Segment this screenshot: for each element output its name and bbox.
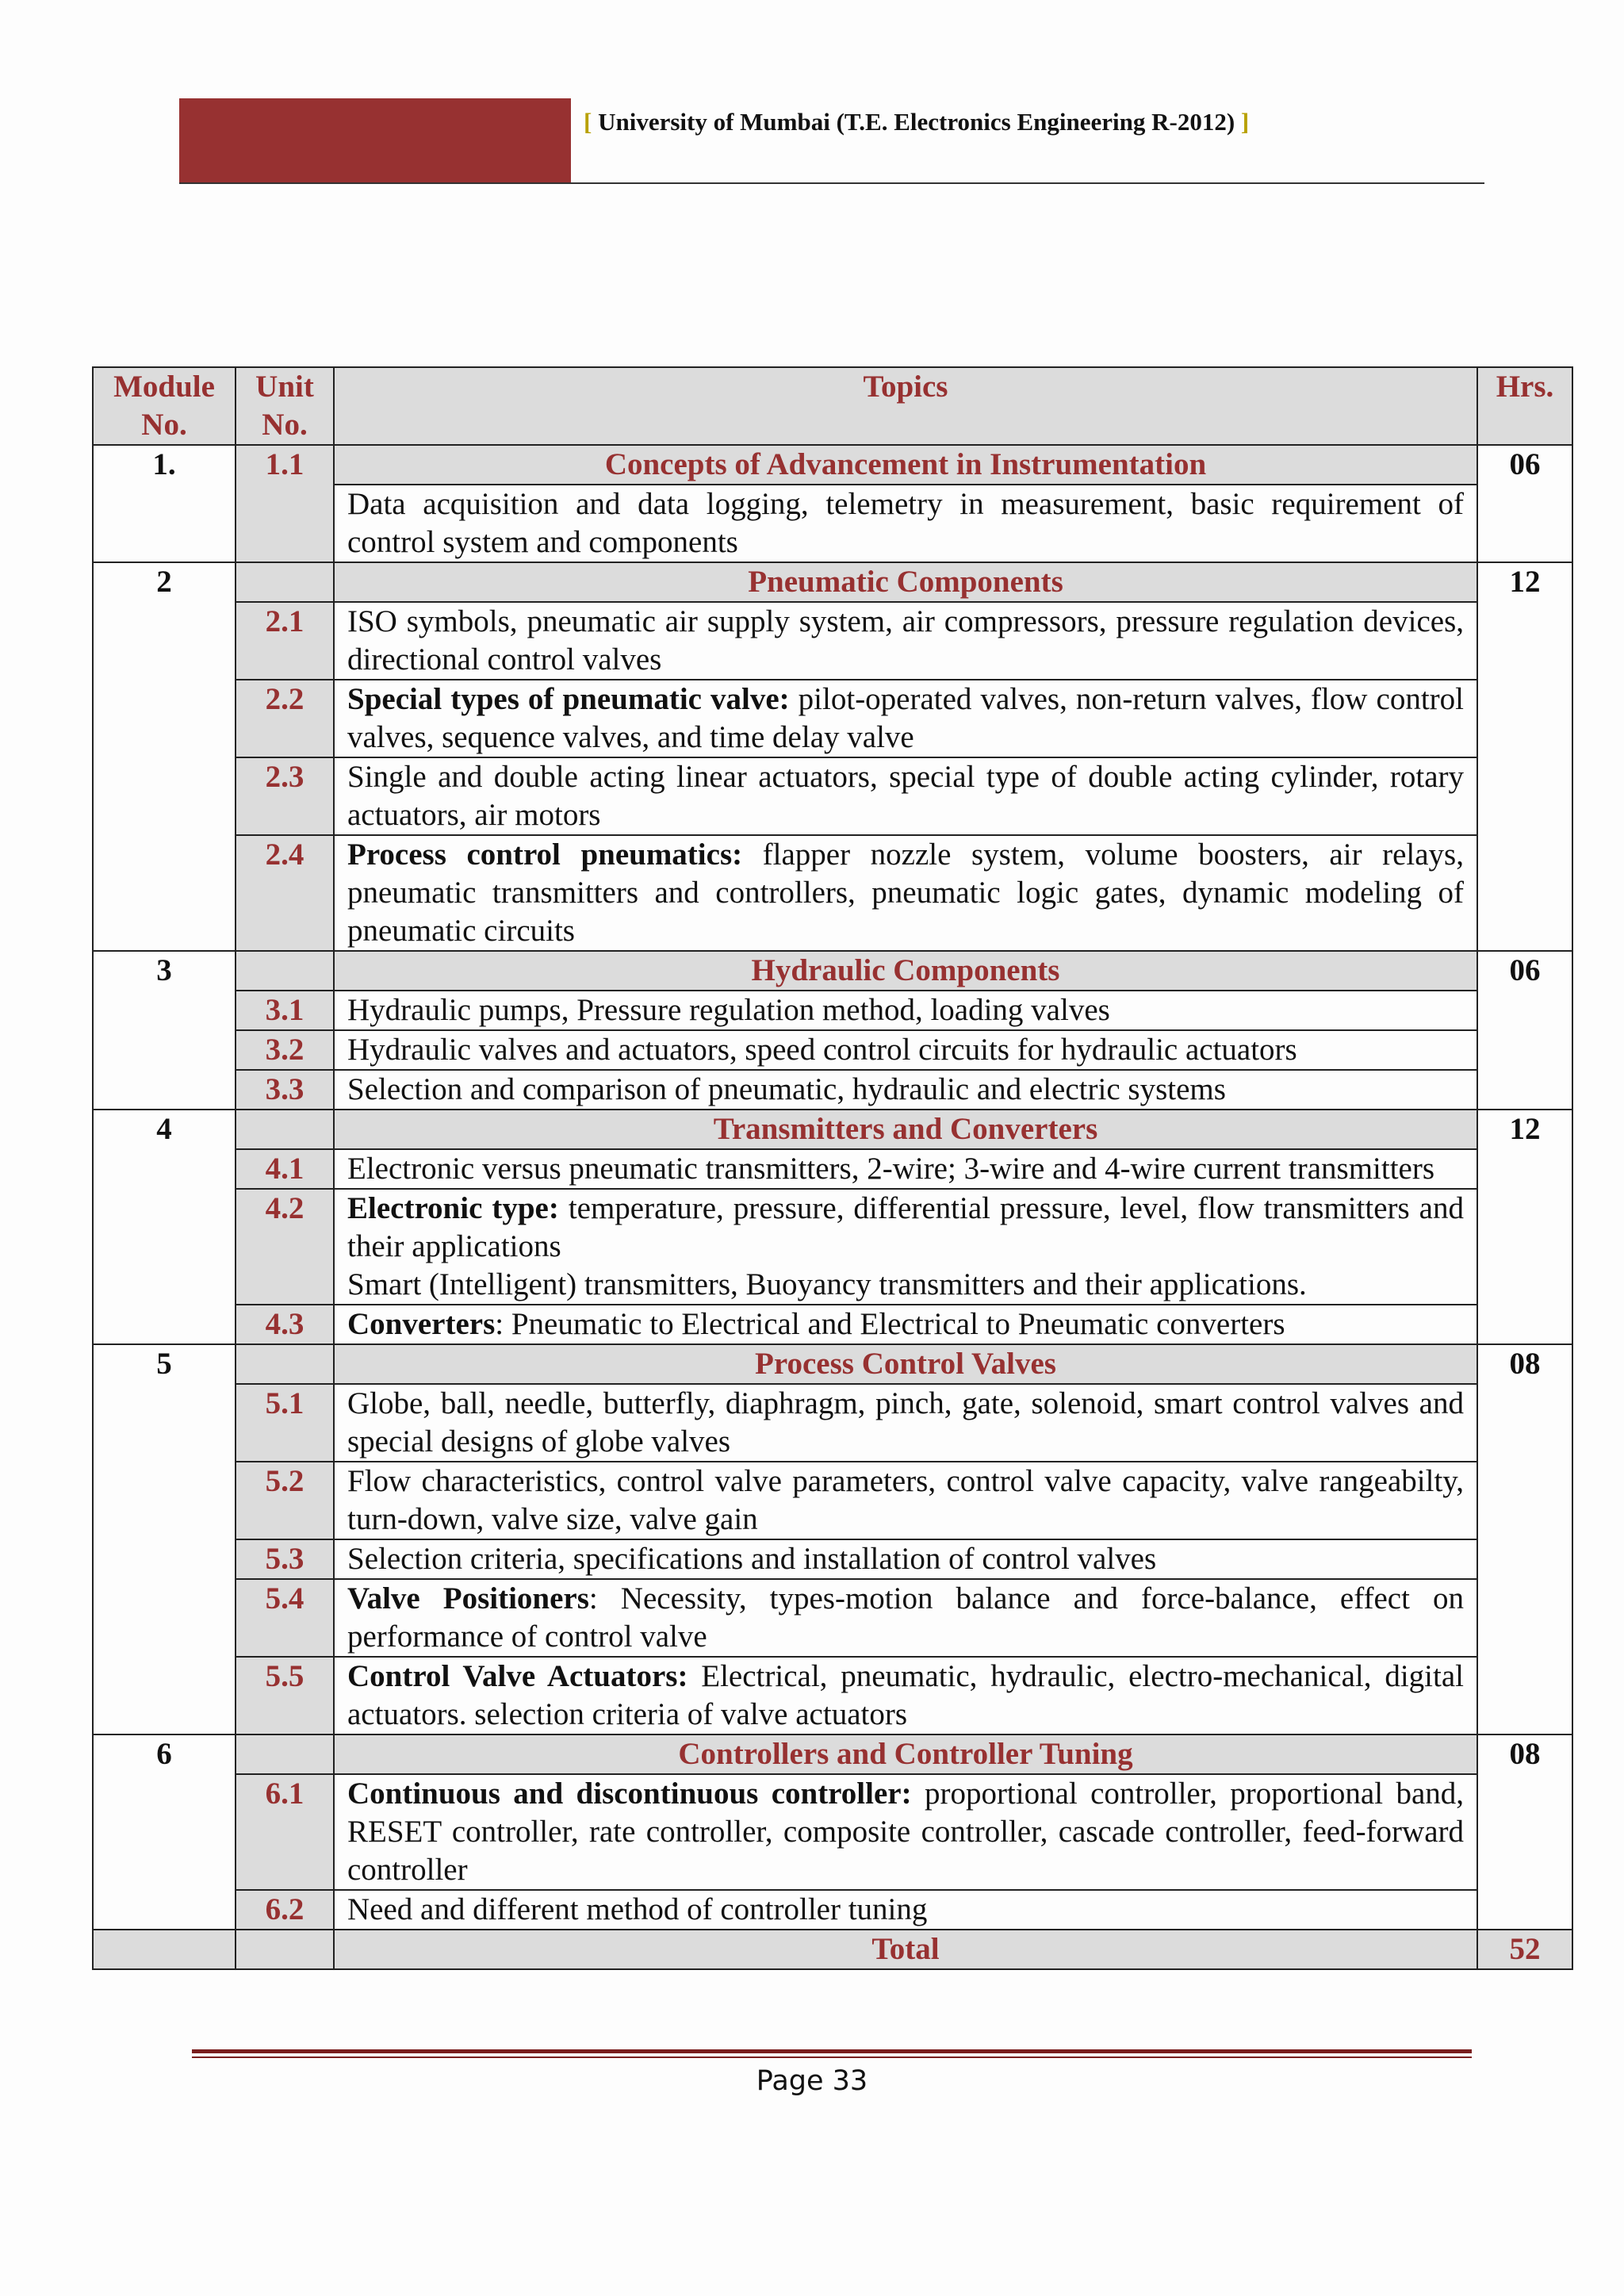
unit-description	[334, 1030, 1477, 1070]
unit-description	[334, 757, 1477, 835]
table-row	[93, 991, 1572, 1030]
total-hours: 52	[1477, 1930, 1572, 1969]
unit-number: 4.2	[236, 1189, 334, 1305]
table-row	[93, 680, 1572, 757]
footer-divider	[192, 2049, 1472, 2053]
table-body	[93, 445, 1572, 1969]
unit-extra: Smart (Intelligent) transmitters, Buoyancy transmitters and their applications.	[347, 1267, 1307, 1301]
unit-text: pilot-operated valves, non-return valves, flow control valves, sequence valves, and time delay valve	[347, 682, 1464, 754]
total-row	[93, 1930, 1572, 1969]
unit-number-empty	[236, 1344, 334, 1384]
total-label: Total	[334, 1930, 1477, 1969]
module-number: 5	[93, 1344, 236, 1734]
header-topics: Topics	[334, 367, 1477, 445]
table-row	[93, 1189, 1572, 1305]
unit-text: flapper nozzle system, volume boosters, air relays, pneumatic transmitters and controllers, pneumatic logic gates, dynamic modeling of pneumatic circuits	[347, 838, 1464, 948]
unit-number-empty	[236, 562, 334, 602]
table-row	[93, 1384, 1572, 1462]
module-hours: 12	[1477, 1110, 1572, 1344]
unit-text: Selection criteria, specifications and installation of control valves	[347, 1542, 1157, 1576]
header-module: Module No.	[93, 367, 236, 445]
module-title-row	[93, 1110, 1572, 1149]
unit-number: 5.5	[236, 1657, 334, 1734]
module-number: 6	[93, 1734, 236, 1930]
module-title: Controllers and Controller Tuning	[334, 1734, 1477, 1774]
unit-number: 5.4	[236, 1579, 334, 1657]
unit-text: proportional controller, proportional band, RESET controller, rate controller, composite controller, cascade controller, feed-forward controller	[347, 1777, 1465, 1887]
table-header-row	[93, 367, 1572, 445]
header-bracket-open: [	[584, 108, 592, 136]
unit-description	[334, 1070, 1477, 1110]
unit-description	[334, 1305, 1477, 1344]
module-title: Pneumatic Components	[334, 562, 1477, 602]
table-row	[93, 1579, 1572, 1657]
unit-lead: Process control pneumatics:	[347, 838, 743, 872]
module-title-row	[93, 951, 1572, 991]
unit-text: : Pneumatic to Electrical and Electrical to Pneumatic converters	[495, 1307, 1285, 1341]
unit-number: 4.1	[236, 1149, 334, 1189]
table-row	[93, 1305, 1572, 1344]
header-divider	[179, 182, 1484, 184]
table-row	[93, 1462, 1572, 1539]
unit-number: 3.2	[236, 1030, 334, 1070]
unit-number-empty	[236, 1734, 334, 1774]
unit-number: 2.2	[236, 680, 334, 757]
unit-description	[334, 1189, 1477, 1305]
total-empty-2	[236, 1930, 334, 1969]
unit-number: 3.3	[236, 1070, 334, 1110]
unit-number: 2.1	[236, 602, 334, 680]
unit-text: ISO symbols, pneumatic air supply system, air compressors, pressure regulation devices, directional control valves	[347, 604, 1464, 677]
header-unit: Unit No.	[236, 367, 334, 445]
module-hours: 08	[1477, 1344, 1572, 1734]
page-number: Page 33	[756, 2065, 868, 2097]
unit-number: 6.2	[236, 1890, 334, 1930]
unit-text: Single and double acting linear actuators, special type of double acting cylinder, rotary actuators, air motors	[347, 760, 1464, 832]
header-hrs: Hrs.	[1477, 367, 1572, 445]
table-row	[93, 1539, 1572, 1579]
module-number: 2	[93, 562, 236, 951]
unit-text: Globe, ball, needle, butterfly, diaphragm, pinch, gate, solenoid, smart control valves and special designs of globe valves	[347, 1386, 1464, 1458]
unit-description	[334, 1890, 1477, 1930]
module-hours: 08	[1477, 1734, 1572, 1930]
module-hours: 06	[1477, 445, 1572, 562]
unit-number: 5.3	[236, 1539, 334, 1579]
module-number: 4	[93, 1110, 236, 1344]
footer-divider-thin	[192, 2056, 1472, 2058]
module-title-row	[93, 1734, 1572, 1774]
header-title	[584, 108, 1249, 136]
unit-number: 2.4	[236, 835, 334, 951]
unit-lead: Converters	[347, 1307, 496, 1341]
unit-lead: Control Valve Actuators:	[347, 1659, 688, 1693]
unit-number: 3.1	[236, 991, 334, 1030]
unit-description	[334, 835, 1477, 951]
total-empty-1	[93, 1930, 236, 1969]
header-color-block	[179, 98, 571, 184]
unit-description	[334, 602, 1477, 680]
unit-lead: Continuous and discontinuous controller:	[347, 1777, 912, 1811]
unit-number-empty	[236, 951, 334, 991]
unit-number-empty	[236, 1110, 334, 1149]
unit-description	[334, 1657, 1477, 1734]
unit-text: Need and different method of controller tuning	[347, 1892, 928, 1926]
module-number: 1.	[93, 445, 236, 562]
module-number: 3	[93, 951, 236, 1110]
unit-description	[334, 1539, 1477, 1579]
unit-number: 6.1	[236, 1774, 334, 1890]
unit-text: Selection and comparison of pneumatic, hydraulic and electric systems	[347, 1072, 1226, 1106]
unit-description	[334, 1462, 1477, 1539]
unit-description	[334, 1579, 1477, 1657]
module-title-row	[93, 562, 1572, 602]
table-row	[93, 1149, 1572, 1189]
table-row	[93, 1774, 1572, 1890]
unit-number: 2.3	[236, 757, 334, 835]
module-title: Concepts of Advancement in Instrumentation	[334, 445, 1477, 485]
unit-text: : Necessity, types-motion balance and force-balance, effect on performance of control valve	[347, 1581, 1464, 1654]
table-row	[93, 1657, 1572, 1734]
unit-lead: Electronic type:	[347, 1191, 559, 1225]
unit-description	[334, 1149, 1477, 1189]
unit-description	[334, 1384, 1477, 1462]
unit-text: Electronic versus pneumatic transmitters, 2-wire; 3-wire and 4-wire current transmitters	[347, 1152, 1435, 1186]
unit-text: Flow characteristics, control valve parameters, control valve capacity, valve rangeabilty, turn-down, valve size, valve gain	[347, 1464, 1464, 1536]
module-title: Transmitters and Converters	[334, 1110, 1477, 1149]
module-hours: 06	[1477, 951, 1572, 1110]
header-title-text: University of Mumbai (T.E. Electronics Engineering R-2012)	[598, 108, 1235, 136]
unit-number: 4.3	[236, 1305, 334, 1344]
unit-text: Data acquisition and data logging, telemetry in measurement, basic requirement of control system and components	[347, 487, 1464, 559]
unit-description	[334, 1774, 1477, 1890]
table-row	[93, 1070, 1572, 1110]
module-hours: 12	[1477, 562, 1572, 951]
syllabus-table	[92, 366, 1573, 1970]
unit-text: temperature, pressure, differential pressure, level, flow transmitters and their applications	[347, 1191, 1464, 1263]
unit-description	[334, 485, 1477, 562]
unit-description	[334, 991, 1477, 1030]
unit-description	[334, 680, 1477, 757]
module-title: Hydraulic Components	[334, 951, 1477, 991]
unit-lead: Special types of pneumatic valve:	[347, 682, 790, 716]
unit-text: Electrical, pneumatic, hydraulic, electro-mechanical, digital actuators. selection criteria of valve actuators	[347, 1659, 1464, 1731]
table-row	[93, 835, 1572, 951]
module-title-row	[93, 445, 1572, 485]
header-bracket-close: ]	[1240, 108, 1250, 136]
unit-number: 1.1	[236, 445, 334, 562]
table-row	[93, 757, 1572, 835]
table-row	[93, 1890, 1572, 1930]
unit-text: Hydraulic valves and actuators, speed control circuits for hydraulic actuators	[347, 1033, 1297, 1067]
table-row	[93, 1030, 1572, 1070]
unit-number: 5.2	[236, 1462, 334, 1539]
module-title-row	[93, 1344, 1572, 1384]
table-row	[93, 602, 1572, 680]
unit-text: Hydraulic pumps, Pressure regulation method, loading valves	[347, 993, 1110, 1027]
module-title: Process Control Valves	[334, 1344, 1477, 1384]
unit-number: 5.1	[236, 1384, 334, 1462]
unit-lead: Valve Positioners	[347, 1581, 589, 1616]
